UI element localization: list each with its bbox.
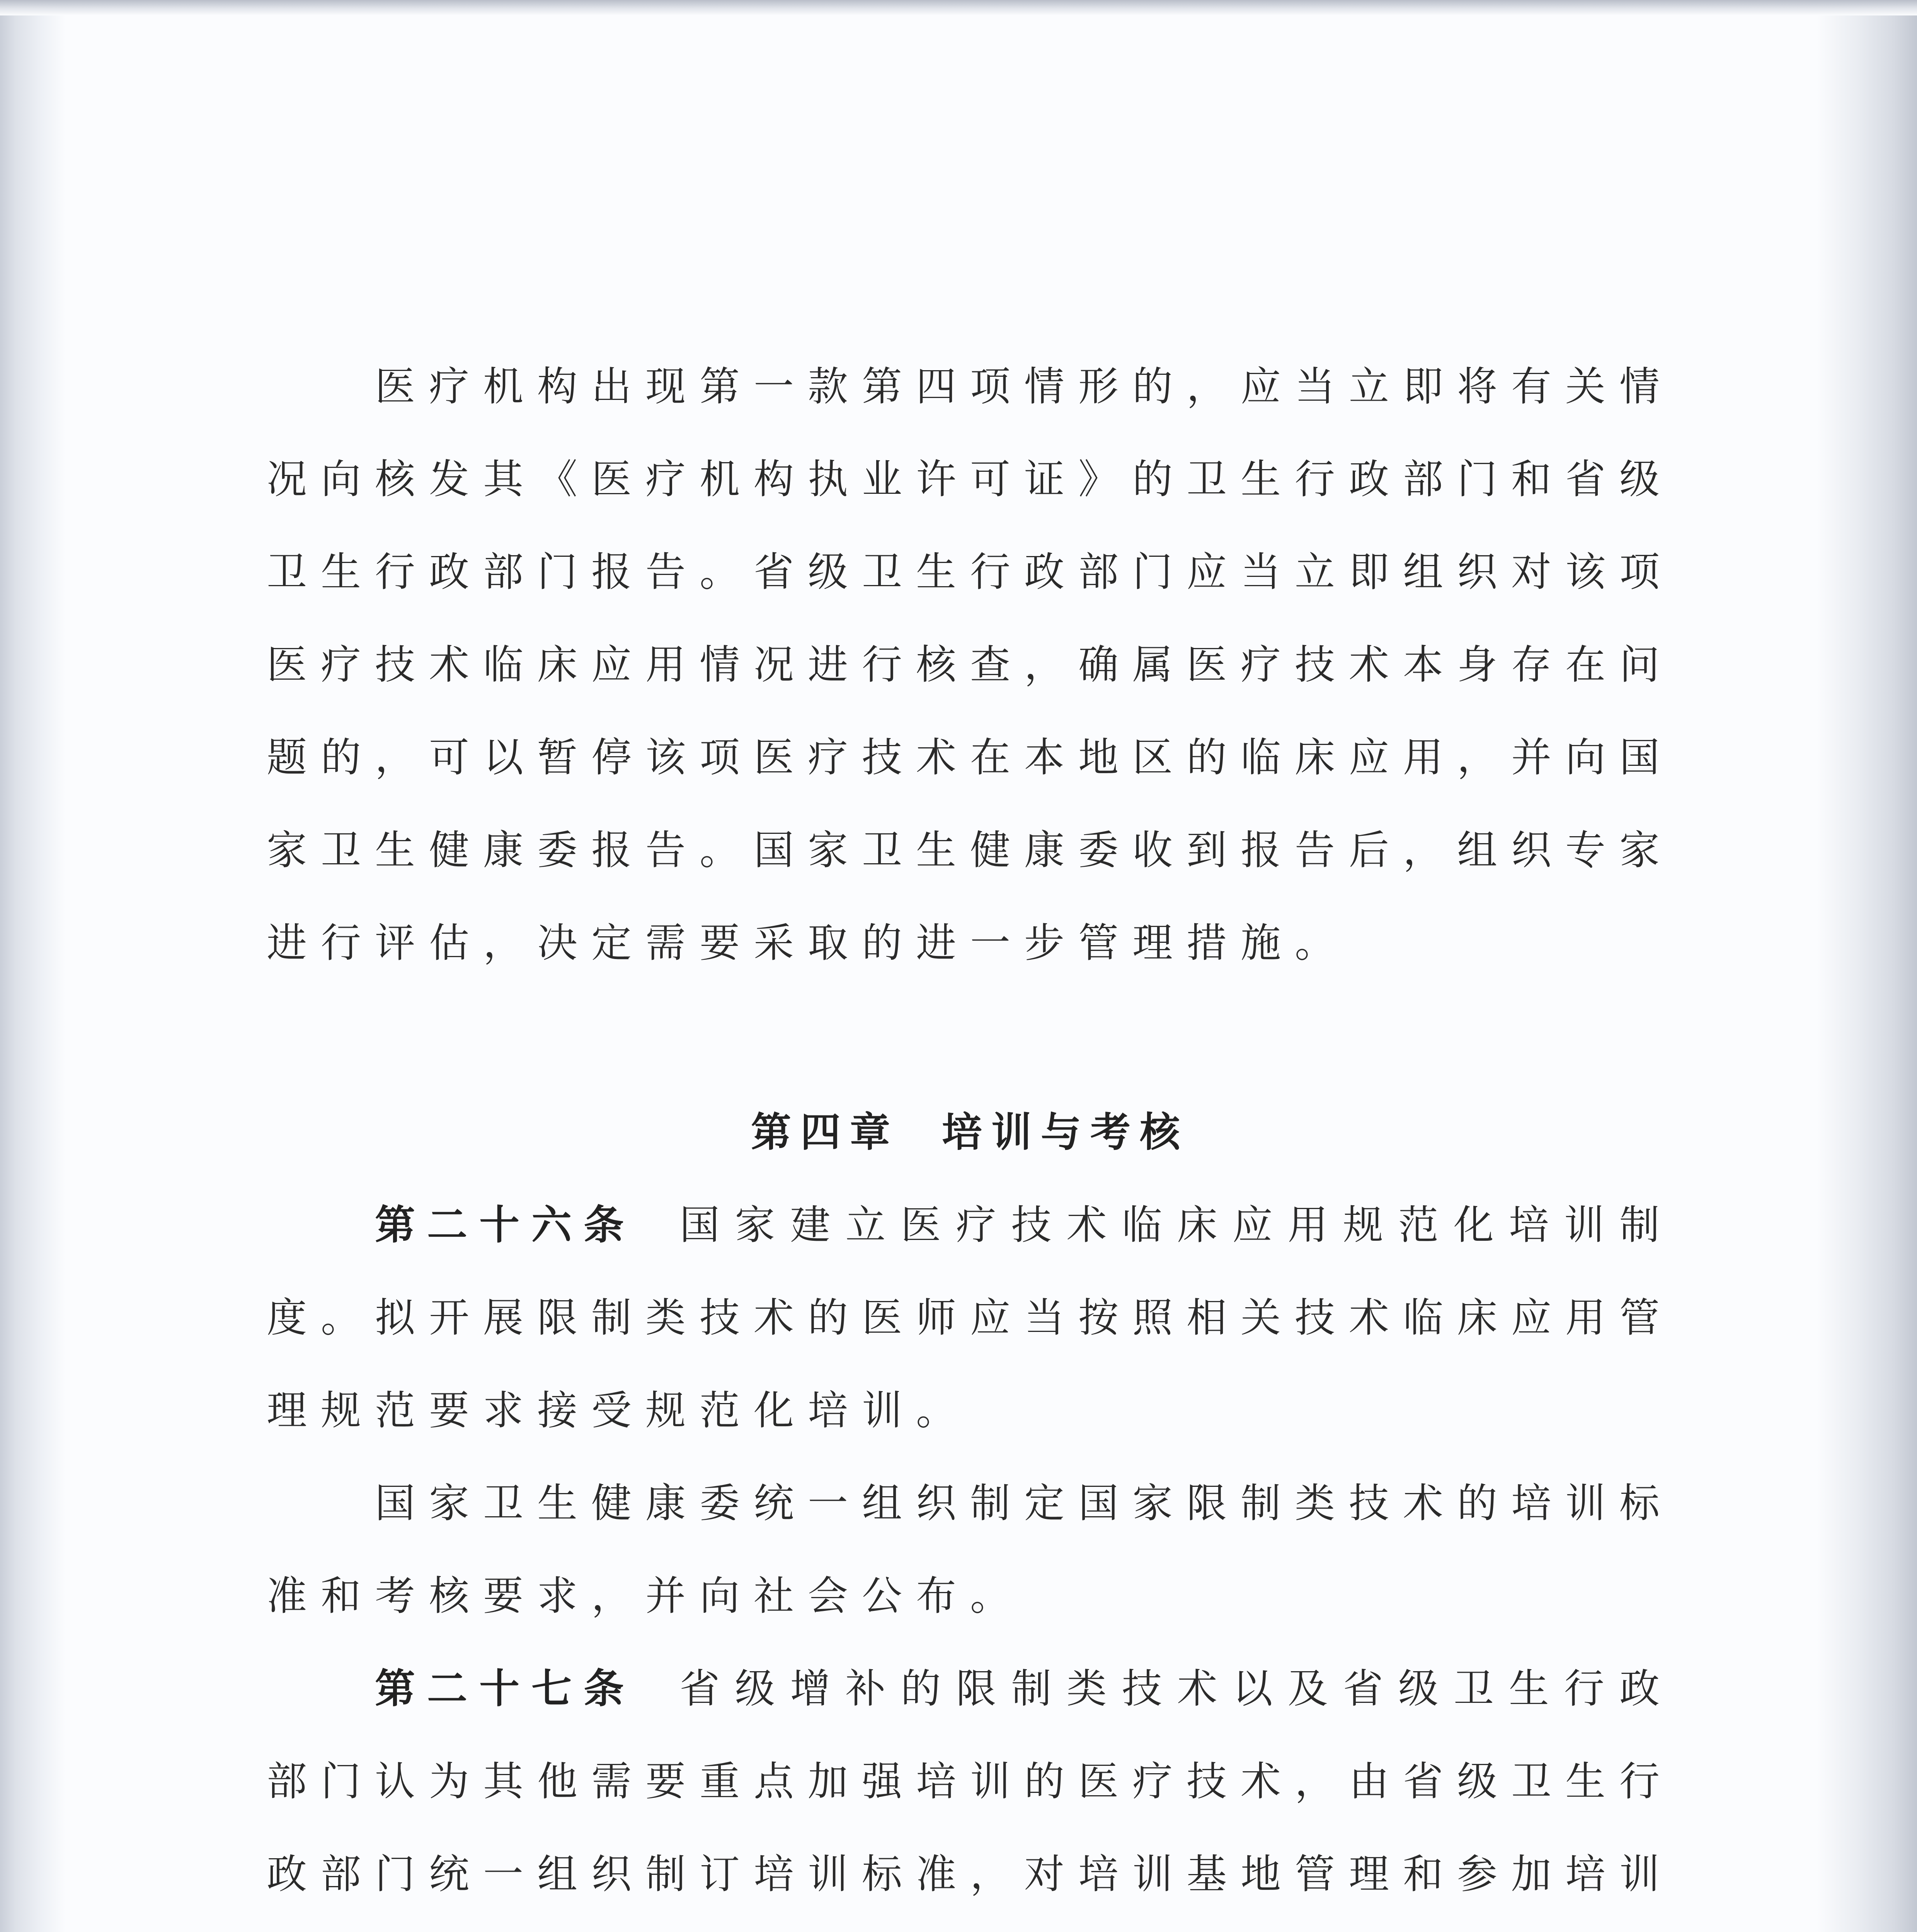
scan-shadow-top: [0, 0, 1917, 15]
article-27-number: 第二十七条: [375, 1665, 636, 1712]
article-26-paragraph-2: 国家卫生健康委统一组织制定国家限制类技术的培训标准和考核要求，并向社会公布。: [267, 1480, 1674, 1619]
article-27-text: 省级增补的限制类技术以及省级卫生行政部门认为其他需要重点加强培训的医疗技术，由省级卫生行政部门统一组织制订培训标准，对培训基地管理和参加培训: [267, 1665, 1674, 1898]
article-26-text: 国家建立医疗技术临床应用规范化培训制度。拟开展限制类技术的医师应当按照相关技术临床应用管理规范要求接受规范化培训。: [267, 1201, 1674, 1434]
paragraph-report-procedure: 医疗机构出现第一款第四项情形的，应当立即将有关情况向核发其《医疗机构执业许可证》的卫生行政部门和省级卫生行政部门报告。省级卫生行政部门应当立即组织对该项医疗技术临床应用情况进行核查，确属医疗技术本身存在问题的，可以暂停该项医疗技术在本地区的临床应用，并向国家卫生健康委报告。国家卫生健康委收到报告后，组织专家进行评估，决定需要采取的进一步管理措施。: [267, 363, 1674, 966]
body-text-upper: [267, 340, 1674, 989]
chapter-name: 培训与考核: [942, 1109, 1190, 1156]
article-26: [267, 1179, 1674, 1457]
article-27: [267, 1642, 1674, 1932]
chapter-title: [267, 1086, 1674, 1179]
body-text-lower: [267, 1086, 1674, 1932]
scan-shadow-right: [1817, 0, 1917, 1932]
scan-shadow-left: [0, 0, 66, 1932]
article-26-number: 第二十六条: [375, 1201, 636, 1248]
chapter-number: 第四章: [751, 1109, 899, 1156]
